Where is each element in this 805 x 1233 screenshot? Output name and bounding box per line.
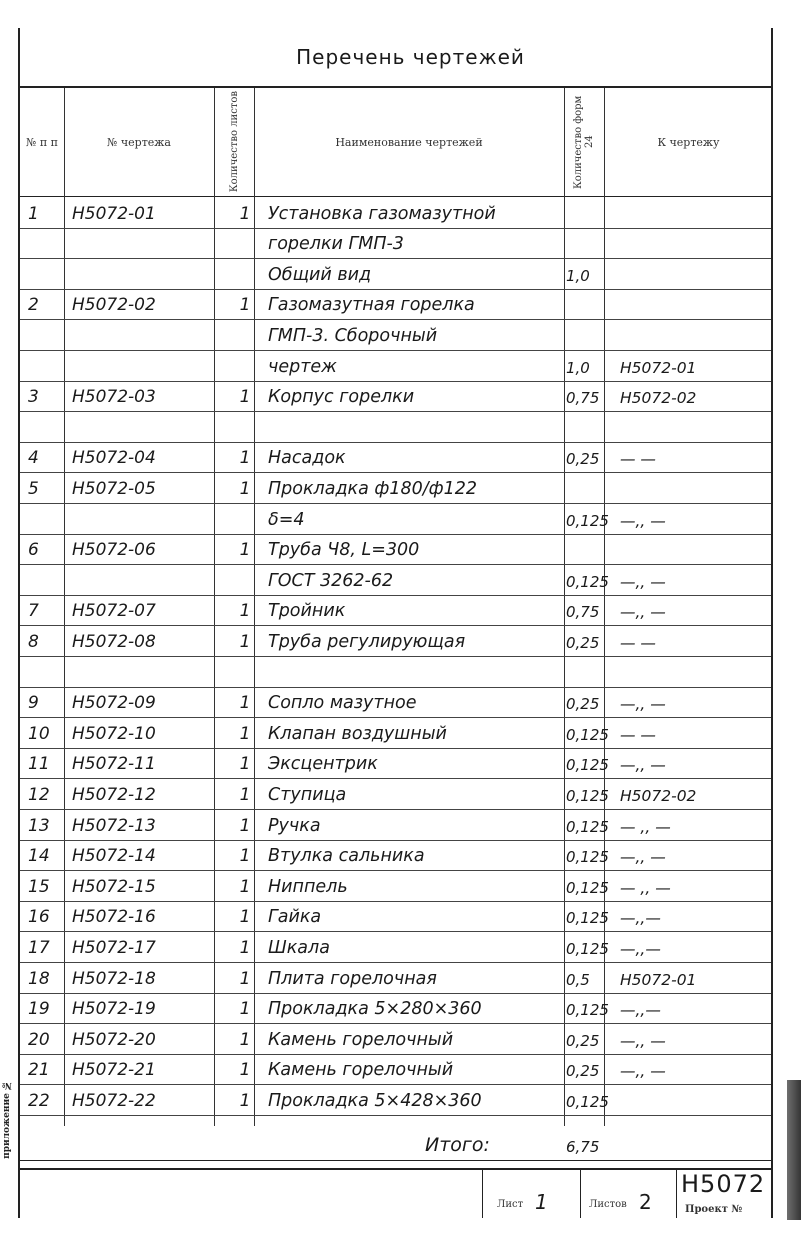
table-row	[20, 596, 771, 627]
row-drawing-code: Н5072-21	[72, 1060, 156, 1081]
row-sheet-count: 1	[239, 723, 251, 744]
row-drawing-code: Н5072-03	[72, 387, 156, 408]
row-ref: —,,—	[620, 1001, 661, 1020]
row-forms: 1,0	[566, 358, 590, 377]
row-forms: 0,125	[566, 878, 609, 897]
row-name: Ручка	[268, 815, 321, 836]
row-name: Ступица	[268, 784, 347, 805]
table-row	[20, 443, 771, 474]
row-forms: 0,75	[566, 603, 600, 622]
row-name: чертеж	[268, 356, 337, 377]
row-ref: Н5072-01	[620, 970, 697, 989]
row-num: 17	[28, 937, 50, 958]
table-header	[20, 88, 771, 197]
footer-sheet-cell	[482, 1170, 580, 1218]
row-name: Сопло мазутное	[268, 693, 417, 714]
row-ref: —,, —	[620, 511, 666, 530]
total-label: Итого:	[425, 1134, 490, 1156]
table-row	[20, 565, 771, 596]
row-drawing-code: Н5072-20	[72, 1029, 156, 1050]
row-ref: —,,—	[620, 909, 661, 928]
row-name: Корпус горелки	[268, 387, 415, 408]
row-num: 9	[28, 693, 39, 714]
header-drawing-no: № чертежа	[106, 135, 171, 149]
table-row	[20, 351, 771, 382]
row-sheet-count: 1	[239, 1060, 251, 1081]
table-row	[20, 290, 771, 321]
row-name: Эксцентрик	[268, 754, 378, 775]
table-row	[20, 198, 771, 229]
row-name: Насадок	[268, 448, 346, 469]
document-title: Перечень чертежей	[296, 45, 525, 69]
table-row	[20, 963, 771, 994]
table-row	[20, 871, 771, 902]
header-name: Наименование чертежей	[335, 135, 483, 149]
row-name: δ=4	[268, 509, 305, 530]
row-num: 8	[28, 631, 39, 652]
row-num: 3	[28, 387, 39, 408]
row-sheet-count: 1	[239, 846, 251, 867]
row-forms: 0,125	[566, 786, 609, 805]
table-row	[20, 779, 771, 810]
row-num: 5	[28, 478, 39, 499]
table-row	[20, 841, 771, 872]
row-ref: —,, —	[620, 848, 666, 867]
project-value: Н5072	[681, 1170, 766, 1198]
row-ref: —,,—	[620, 939, 661, 958]
row-num: 14	[28, 846, 50, 867]
sheet-label: Лист	[497, 1199, 524, 1210]
row-name: Прокладка ф180/ф122	[268, 478, 478, 499]
footer-project-cell	[676, 1170, 773, 1218]
row-forms: 0,25	[566, 1031, 600, 1050]
row-num: 15	[28, 876, 50, 897]
row-name: Клапан воздушный	[268, 723, 447, 744]
table-row	[20, 1024, 771, 1055]
row-forms: 0,125	[566, 1001, 609, 1020]
row-name: Втулка сальника	[268, 846, 425, 867]
row-forms: 0,5	[566, 970, 590, 989]
document-sheet	[18, 28, 773, 1218]
row-name: Прокладка 5×428×360	[268, 1090, 482, 1111]
row-sheet-count: 1	[239, 754, 251, 775]
row-name: Газомазутная горелка	[268, 295, 475, 316]
row-forms: 0,125	[566, 756, 609, 775]
header-forms: Количество форм 24	[573, 95, 595, 189]
table-row	[20, 749, 771, 780]
row-drawing-code: Н5072-04	[72, 448, 156, 469]
table-row	[20, 932, 771, 963]
row-forms: 0,25	[566, 695, 600, 714]
row-sheet-count: 1	[239, 295, 251, 316]
row-ref: — ,, —	[620, 817, 671, 836]
row-ref: — ,, —	[620, 878, 671, 897]
row-num: 2	[28, 295, 39, 316]
project-label: Проект №	[685, 1204, 743, 1215]
row-drawing-code: Н5072-14	[72, 846, 156, 867]
row-forms: 0,125	[566, 511, 609, 530]
row-drawing-code: Н5072-22	[72, 1090, 156, 1111]
row-drawing-code: Н5072-11	[72, 754, 156, 775]
row-sheet-count: 1	[239, 815, 251, 836]
row-num: 11	[28, 754, 50, 775]
row-num: 1	[28, 203, 39, 224]
row-sheet-count: 1	[239, 478, 251, 499]
row-name: Камень горелочный	[268, 1029, 454, 1050]
row-ref: —,, —	[620, 695, 666, 714]
row-forms: 0,25	[566, 450, 600, 469]
row-drawing-code: Н5072-07	[72, 601, 156, 622]
row-drawing-code: Н5072-18	[72, 968, 156, 989]
row-num: 4	[28, 448, 39, 469]
table-row	[20, 320, 771, 351]
row-ref: —,, —	[620, 756, 666, 775]
row-sheet-count: 1	[239, 631, 251, 652]
row-drawing-code: Н5072-06	[72, 540, 156, 561]
row-name: Труба регулирующая	[268, 631, 466, 652]
sheet-value: 1	[535, 1190, 548, 1214]
row-forms: 0,125	[566, 817, 609, 836]
row-num: 21	[28, 1060, 50, 1081]
header-num: № п п	[25, 135, 59, 149]
row-sheet-count: 1	[239, 203, 251, 224]
row-name: горелки ГМП-3	[268, 234, 404, 255]
row-drawing-code: Н5072-19	[72, 999, 156, 1020]
table-row	[20, 626, 771, 657]
row-drawing-code: Н5072-15	[72, 876, 156, 897]
table-row	[20, 994, 771, 1025]
sheets-label: Листов	[589, 1199, 627, 1210]
table-row	[20, 535, 771, 566]
row-ref: — —	[620, 633, 656, 652]
side-annex-label: приложение №	[2, 1080, 12, 1159]
table-row	[20, 504, 771, 535]
row-num: 6	[28, 540, 39, 561]
row-ref: —,, —	[620, 1062, 666, 1081]
row-forms: 0,25	[566, 1062, 600, 1081]
row-sheet-count: 1	[239, 540, 251, 561]
row-drawing-code: Н5072-02	[72, 295, 156, 316]
row-num: 18	[28, 968, 50, 989]
scan-edge-smudge	[787, 1080, 801, 1220]
row-sheet-count: 1	[239, 448, 251, 469]
row-forms: 0,125	[566, 909, 609, 928]
row-forms: 0,125	[566, 725, 609, 744]
row-sheet-count: 1	[239, 784, 251, 805]
row-sheet-count: 1	[239, 1029, 251, 1050]
row-sheet-count: 1	[239, 968, 251, 989]
row-num: 10	[28, 723, 50, 744]
table-row	[20, 902, 771, 933]
footer-sheets-cell	[580, 1170, 676, 1218]
row-sheet-count: 1	[239, 693, 251, 714]
table-row	[20, 412, 771, 443]
row-name: Ниппель	[268, 876, 348, 897]
row-ref: —,, —	[620, 603, 666, 622]
row-drawing-code: Н5072-12	[72, 784, 156, 805]
row-num: 13	[28, 815, 50, 836]
row-forms: 0,125	[566, 848, 609, 867]
row-ref: Н5072-01	[620, 358, 697, 377]
row-ref: — —	[620, 450, 656, 469]
row-num: 22	[28, 1090, 50, 1111]
row-name: Гайка	[268, 907, 322, 928]
row-name: Шкала	[268, 937, 330, 958]
table-row	[20, 259, 771, 290]
row-forms: 0,125	[566, 939, 609, 958]
title-block	[20, 28, 771, 88]
table-row	[20, 688, 771, 719]
table-row	[20, 657, 771, 688]
row-name: Прокладка 5×280×360	[268, 999, 482, 1020]
row-name: Плита горелочная	[268, 968, 437, 989]
row-ref: — —	[620, 725, 656, 744]
row-forms: 0,75	[566, 389, 600, 408]
row-name: Тройник	[268, 601, 346, 622]
row-num: 7	[28, 601, 39, 622]
sheets-value: 2	[639, 1190, 652, 1214]
table-row	[20, 473, 771, 504]
row-name: Общий вид	[268, 264, 372, 285]
table-row	[20, 1055, 771, 1086]
total-row	[20, 1126, 771, 1161]
row-forms: 0,125	[566, 572, 609, 591]
row-name: Камень горелочный	[268, 1060, 454, 1081]
row-drawing-code: Н5072-08	[72, 631, 156, 652]
row-drawing-code: Н5072-09	[72, 693, 156, 714]
row-drawing-code: Н5072-10	[72, 723, 156, 744]
row-ref: Н5072-02	[620, 389, 697, 408]
row-sheet-count: 1	[239, 907, 251, 928]
table-row	[20, 229, 771, 260]
row-name: Труба Ч8, L=300	[268, 540, 420, 561]
row-num: 20	[28, 1029, 50, 1050]
row-drawing-code: Н5072-17	[72, 937, 156, 958]
row-forms: 0,25	[566, 633, 600, 652]
row-sheet-count: 1	[239, 387, 251, 408]
row-name: ГМП-3. Сборочный	[268, 325, 438, 346]
row-sheet-count: 1	[239, 601, 251, 622]
table-row	[20, 810, 771, 841]
row-sheet-count: 1	[239, 999, 251, 1020]
table-row	[20, 1085, 771, 1116]
row-num: 12	[28, 784, 50, 805]
row-forms: 1,0	[566, 266, 590, 285]
row-drawing-code: Н5072-13	[72, 815, 156, 836]
row-sheet-count: 1	[239, 876, 251, 897]
row-forms: 0,125	[566, 1092, 609, 1111]
row-drawing-code: Н5072-16	[72, 907, 156, 928]
row-drawing-code: Н5072-01	[72, 203, 156, 224]
row-ref: Н5072-02	[620, 786, 697, 805]
footer-stamp	[20, 1168, 771, 1218]
row-num: 16	[28, 907, 50, 928]
row-num: 19	[28, 999, 50, 1020]
table-row	[20, 718, 771, 749]
row-ref: —,, —	[620, 572, 666, 591]
row-drawing-code: Н5072-05	[72, 478, 156, 499]
header-sheet-count: Количество листов	[228, 91, 240, 193]
row-sheet-count: 1	[239, 937, 251, 958]
row-name: Установка газомазутной	[268, 203, 496, 224]
total-value: 6,75	[566, 1138, 600, 1156]
header-ref: К чертежу	[657, 135, 720, 149]
row-ref: —,, —	[620, 1031, 666, 1050]
table-row	[20, 382, 771, 413]
row-name: ГОСТ 3262-62	[268, 570, 394, 591]
row-sheet-count: 1	[239, 1090, 251, 1111]
